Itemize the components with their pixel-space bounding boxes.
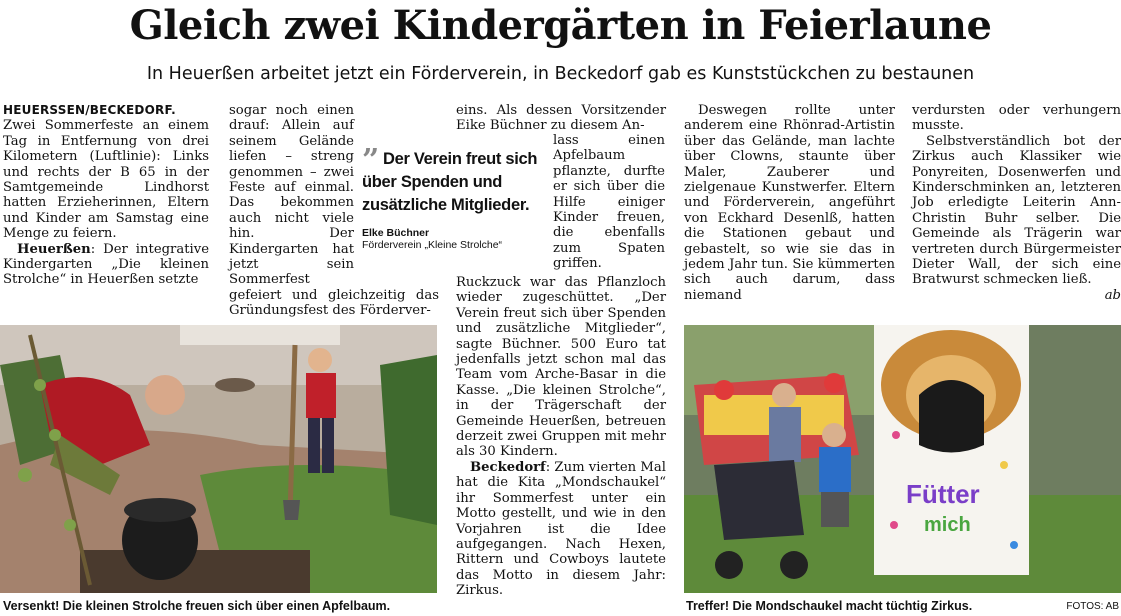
heuerssen-paragraph: Heuerßen: Der integrative Kindergarten „Die kleinen Strolche“ in Heuerßen setzte [3, 241, 209, 288]
column-2-text-a: sogar noch einen drauf: Allein auf seinem Gelände liefen – streng genommen – zwei Feste auf einmal. Das bekommen auch nicht viele hin. Der Kindergarten hat jetzt sein Sommerfest [229, 103, 354, 288]
author-signature: ab [1104, 287, 1121, 303]
article-column-3-bottom [456, 275, 666, 599]
photo-tree-planting [0, 325, 437, 593]
column-3-text: Ruckzuck war das Pflanzloch wieder zugeschüttet. „Der Verein freut sich über Spenden und zusätzliche Mitglieder“, sagte Büchner. 500 Euro tat jedenfalls jetzt schon mal das Team vom Arche-Basar in die Kasse. „Die kleinen Strolche“, in der Trägerschaft der Gemeinde Heuerßen, betreuen derzeit zwei Gruppen mit mehr als 30 Kindern. [456, 275, 666, 460]
article-column-3-top: eins. Als dessen Vorsitzender Eike Büchner zu diesem An- [456, 103, 666, 134]
heuerssen-lead: Heuerßen [17, 241, 91, 257]
article-column-1 [3, 103, 209, 288]
pull-quote-role: Förderverein „Kleine Strolche“ [362, 239, 503, 251]
sign-text-line-2: mich [924, 514, 971, 536]
photo-tree-planting-illustration [0, 325, 437, 593]
beckedorf-lead: Beckedorf [470, 459, 546, 475]
pull-quote-name: Elke Büchner [362, 227, 430, 239]
photo-circus-caption: Treffer! Die Mondschaukel macht tüchtig Zirkus. [686, 599, 973, 613]
beckedorf-paragraph: Beckedorf: Zum vierten Mal hat die Kita „Mondschaukel“ ihr Sommerfest unter ein Motto gestellt, und wie in den Vorjahren ist die Idee aufgegangen. Nach Hexen, Rittern und Cowboys lautete das Motto in diesem Jahr: Zirkus. [456, 459, 666, 599]
column-5-text-a: verdursten oder verhungern musste. [912, 103, 1121, 134]
article-column-3-wrap: lass einen Apfelbaum pflanzte, durfte er sich über die Hilfe einiger Kinder freuen, die ebenfalls zum Spaten griffen. [553, 133, 665, 272]
headline: Gleich zwei Kindergärten in Feierlaune [129, 2, 992, 49]
photo-tree-planting-caption: Versenkt! Die kleinen Strolche freuen sich über einen Apfelbaum. [3, 599, 391, 613]
intro-paragraph: Zwei Sommerfeste an einem Tag in Entfernung von drei Kilometern (Luftlinie): Links und rechts der B 65 in der Samtgemeinde Lindhorst hatten Erzieherinnen, Eltern und Kinder am Samstag eine Menge zu feiern. [3, 118, 209, 242]
article-column-4: Deswegen rollte unter anderem eine Rhönrad-Artistin über das Gelände, man lachte über Clowns, staunte über Maler, Zauberer und zielgenaue Kunstwerfer. Eltern und Förderverein, angeführt von Eckhard Desenlß, hatten die Stationen gebaut und gebastelt, so wie sie das in jedem Jahr tun. Sie kümmerten sich auch darum, dass niemand [684, 103, 895, 303]
photo-circus [684, 325, 1121, 593]
column-5-text-b: Selbstverständlich bot der Zirkus auch Klassiker wie Ponyreiten, Dosenwerfen und Kinderschminken an, letzteren Job erledigte Leiterin Ann-Christin Buhr selber. Die Gemeinde als Trägerin war vertreten durch Bürgermeister Dieter Wall, der sich eine Bratwurst schmecken ließ. ab [912, 133, 1121, 303]
pull-quote [362, 143, 552, 251]
dateline: HEUERSSEN/BECKEDORF. [3, 103, 176, 117]
quote-mark-icon: ” [362, 143, 379, 178]
subheadline: In Heuerßen arbeitet jetzt ein Förderverein, in Beckedorf gab es Kunststückchen zu bestaunen [146, 64, 975, 84]
photo-circus-illustration [684, 325, 1121, 593]
sign-text-line-1: Fütter [906, 479, 980, 509]
column-2-text-b: gefeiert und gleichzeitig das Gründungsfest des Förderver- [229, 287, 439, 319]
article-column-5 [912, 103, 1121, 303]
pull-quote-text: ” Der Verein freut sich über Spenden und zusätzliche Mitglieder. [362, 143, 538, 214]
photo-credit: FOTOS: AB [1066, 601, 1119, 612]
